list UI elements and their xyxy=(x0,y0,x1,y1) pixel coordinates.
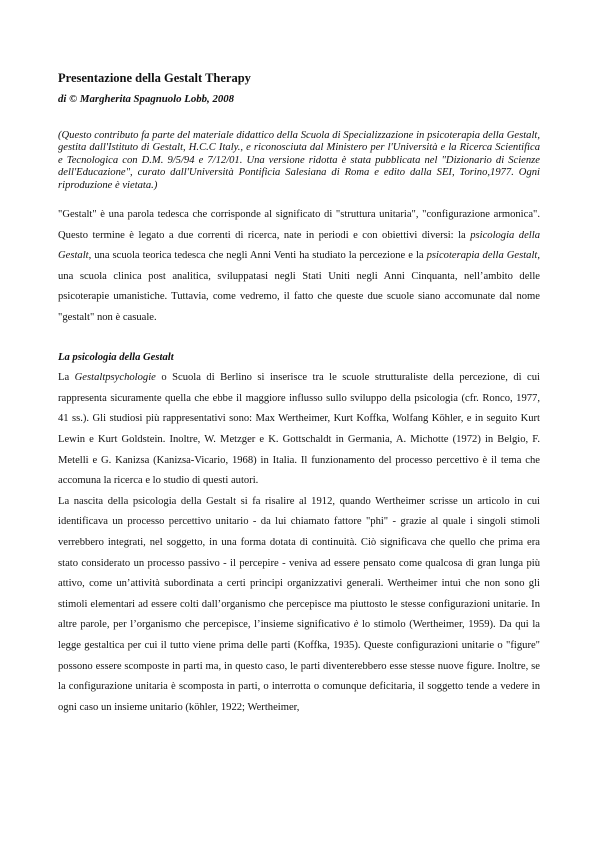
intro-paragraph xyxy=(58,205,540,329)
intro-emphasis-psicoterapia: psicoterapia della Gestalt xyxy=(426,250,538,262)
section-heading: La psicologia della Gestalt xyxy=(58,351,174,363)
author-byline: di © Margherita Spagnuolo Lobb, 2008 xyxy=(58,93,235,105)
section-paragraph-2 xyxy=(58,492,540,719)
editorial-note: (Questo contributo fa parte del materiale didattico della Scuola di Specializzazione in psicoterapia della Gestalt, gestita dall'Istituto di Gestalt, H.C.C Italy., e riconosciuta dal Ministero per l'Università e la Ricerca Scientifica e Tecnologica con D.M. 9/5/94 e 7/12/01. Una versione ridotta è stata pubblicata nel "Dizionario di Scienze dell'Educazione", curato dall'Università Pontificia Salesiana di Roma e edito dalla SEI, Torino,1977. Ogni riproduzione è vietata.) xyxy=(58,130,540,191)
section-p2-emphasis: è xyxy=(353,619,359,631)
intro-text-2: , una scuola teorica tedesca che negli Anni Venti ha studiato la percezione e la xyxy=(88,250,427,262)
section-p1-emphasis: Gestaltpsychologie xyxy=(74,372,156,384)
section-p1-text-2: o Scuola di Berlino si inserisce tra le scuole strutturaliste della percezione, di cui rappresenta sicuramente quella che ebbe il maggiore influsso sullo sviluppo della psicologia (cfr. Ronco, 1977, 41 ss.). Gli studiosi più rappresentativi sono: Max Wertheimer, Kurt Koffka, Wolfang Köhler, e in seguito Kurt Lewin e Kurt Goldstein. Inoltre, W. Metzger e K. Gottschaldt in Germania, A. Michotte (1972) in Belgio, F. Metelli e G. Kanizsa (Kanizsa-Vicario, 1968) in Italia. Il funzionamento del processo percettivo è il tema che accomuna la ricerca e lo studio di questi autori. xyxy=(58,372,540,487)
intro-text-3: , una scuola clinica post analitica, sviluppatasi negli Stati Uniti negli Anni Cinquanta, nell’ambito delle psicoterapie umanistiche. Tuttavia, come vedremo, il fatto che queste due scuole siano accomunate dal nome "gestalt" non è casuale. xyxy=(58,250,540,323)
section-p2-text-1: La nascita della psicologia della Gestalt si fa risalire al 1912, quando Wertheimer scrisse un articolo in cui identificava un processo percettivo unitario - da lui chiamato fattore "phi" - grazie al quale i singoli stimoli verrebbero integrati, nel soggetto, in una forma dotata di continuità. Ciò significava che quello che prima era stato considerato un processo passivo - il percepire - veniva ad essere pensato come qualcosa di gran lunga più attivo, come un’attività subordinata a certi principi organizzativi generali. Wertheimer intuì che non sono gli stimoli elementari ad essere colti dall’organismo che percepisce ma piuttosto le stesse configurazioni unitarie. In altre parole, per l’organismo che percepisce, l’insieme significativo xyxy=(58,495,540,631)
intro-emphasis-psicologia: psicologia della Gestalt xyxy=(58,229,540,262)
section-p1-text-1: La xyxy=(58,372,75,384)
document-title: Presentazione della Gestalt Therapy xyxy=(58,71,251,85)
section-p2-text-2: lo stimolo (Wertheimer, 1959). Da qui la legge gestaltica per cui il tutto viene prima delle parti (Koffka, 1935). Queste configurazioni unitarie o "figure" possono essere scomposte in parti ma, in questo caso, le parti diventerebbero esse stesse nuove figure. Inoltre, se la configurazione unitaria è scomposta in parti, o interrotta o comunque deficitaria, il soggetto tende a vedere in ogni caso un insieme unitario (köhler, 1922; Wertheimer, xyxy=(58,619,540,713)
section-paragraph-1 xyxy=(58,368,540,492)
document-content xyxy=(58,70,540,718)
intro-text-1: "Gestalt" è una parola tedesca che corrisponde al significato di "struttura unitaria", "configurazione armonica". Questo termine è legato a due correnti di ricerca, nate in periodi e con obiettivi diversi: la xyxy=(58,209,540,241)
